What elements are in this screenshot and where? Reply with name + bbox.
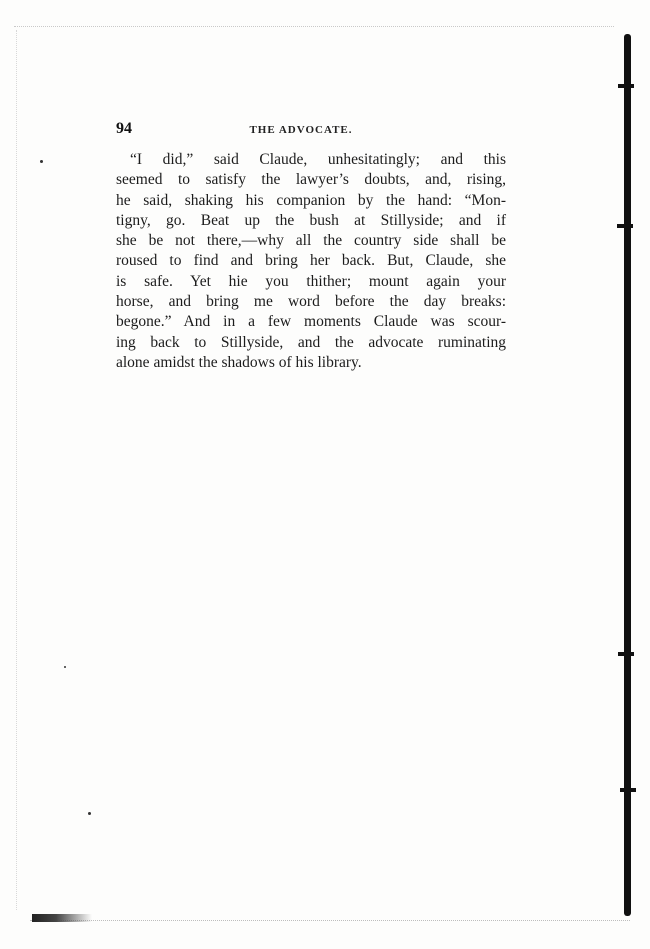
text-line: horse, and bring me word before the day breaks: [116, 293, 506, 311]
text-line: she be not there,—why all the country side shall be [116, 232, 506, 250]
binding-edge [624, 34, 631, 916]
scan-corner-mark [32, 914, 92, 922]
text-line: alone amidst the shadows of his library. [116, 353, 362, 371]
body-paragraph [116, 150, 506, 373]
binding-notch [618, 84, 634, 88]
text-line: tigny, go. Beat up the bush at Stillyside; and if [116, 211, 506, 229]
scan-edge-top [14, 26, 614, 27]
binding-notch [618, 652, 634, 656]
scan-edge-bottom [30, 920, 630, 921]
page-header [116, 120, 506, 142]
scan-speck [64, 666, 66, 668]
scan-edge-left [16, 30, 17, 910]
text-line: ing back to Stillyside, and the advocate ruminating [116, 333, 506, 351]
scan-speck [88, 812, 91, 815]
page-number: 94 [116, 120, 132, 137]
scan-speck [40, 160, 43, 163]
text-line: roused to find and bring her back. But, Claude, she [116, 252, 506, 270]
text-line: he said, shaking his companion by the hand: “Mon- [116, 191, 506, 209]
text-line: “I did,” said Claude, unhesitatingly; and this [130, 151, 506, 168]
text-line: begone.” And in a few moments Claude was scour- [116, 313, 506, 331]
text-line: seemed to satisfy the lawyer’s doubts, and, rising, [116, 171, 506, 189]
binding-notch [620, 788, 636, 792]
text-line: is safe. Yet hie you thither; mount again your [116, 272, 506, 290]
binding-notch [617, 224, 633, 228]
running-head: THE ADVOCATE. [249, 124, 353, 136]
